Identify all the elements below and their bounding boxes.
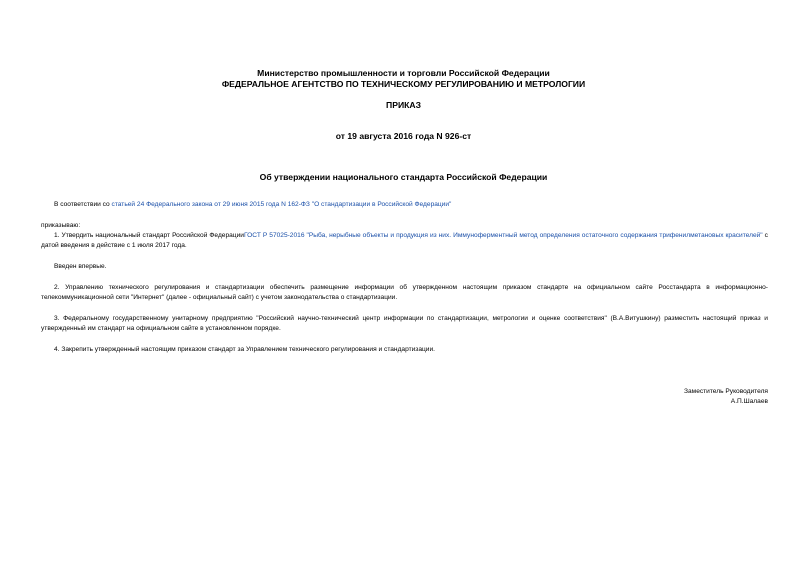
agency-title: ФЕДЕРАЛЬНОЕ АГЕНТСТВО ПО ТЕХНИЧЕСКОМУ РЕГУЛИРОВАНИЮ И МЕТРОЛОГИИ [221,79,586,89]
gost-standard-link[interactable]: ГОСТ Р 57025-2016 "Рыба, нерыбные объекты и продукция из них. Иммуноферментный метод определения остаточного содержания трифенилметановых красителей" [243,232,763,239]
item-4-paragraph: 4. Закрепить утвержденный настоящим приказом стандарт за Управлением технического регулирования и стандартизации. [54,346,435,353]
signature-name: А.П.Шалаев [730,398,768,405]
item-1-suffix: с датой введения в действие с 1 июля 2017 года. [41,232,768,249]
document-date-number: от 19 августа 2016 года N 926-ст [335,131,472,141]
document-subject: Об утверждении национального стандарта Российской Федерации [259,172,548,182]
federal-law-link[interactable]: статьей 24 Федерального закона от 29 июня 2015 года N 162-ФЗ "О стандартизации в Российской Федерации" [111,201,452,208]
signature-position: Заместитель Руководителя [684,388,768,395]
item-2-paragraph: 2. Управлению технического регулирования и стандартизации обеспечить размещение информации об утвержденном настоящим приказом стандарте на официальном сайте Росстандарта в информационно-телекоммуникационной сети "Интернет" (далее - официальный сайт) с учетом законодательства о стандартизации. [41,284,768,301]
item-3-paragraph: 3. Федеральному государственному унитарному предприятию "Российский научно-технический центр информации по стандартизации, метрологии и оценке соответствия" (В.А.Витушкину) разместить настоящий приказ и утвержденный им стандарт на официальном сайте в установленном порядке. [41,315,768,332]
item-1-paragraph [41,231,768,250]
order-word: приказываю: [41,222,81,229]
ministry-title: Министерство промышленности и торговли Российской Федерации [257,68,550,78]
intro-paragraph [54,200,451,210]
introduced-note: Введен впервые. [54,263,107,270]
document-type: ПРИКАЗ [386,100,421,110]
item-1-prefix: 1. Утвердить национальный стандарт Российской Федерации [54,232,244,239]
intro-prefix: В соответствии со [54,201,112,208]
